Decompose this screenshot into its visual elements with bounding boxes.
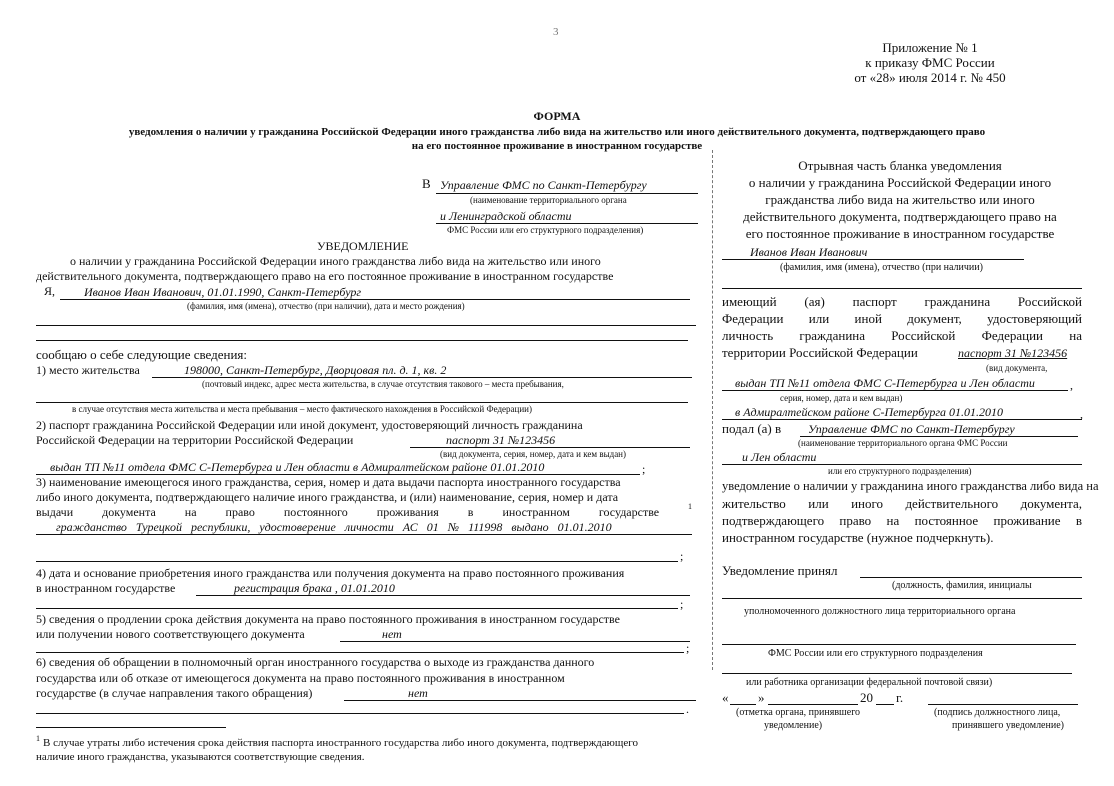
i-value: Иванов Иван Иванович, 01.01.1990, Санкт-Петербург xyxy=(84,285,362,299)
tear-issued-line-2 xyxy=(722,419,1082,420)
footnote-separator xyxy=(36,727,226,728)
s3-line-2: либо иного документа, подтверждающего наличие иного гражданства, и (или) наименование, серия, номер и дата xyxy=(36,490,619,504)
s1-label: 1) место жительства xyxy=(36,363,140,377)
accepted-line-3 xyxy=(722,644,1076,645)
s3-value: гражданство Турецкой республики, удостоверение личности АС 01 № 111998 выдано 01.01.2010 xyxy=(56,520,612,534)
date-year-line xyxy=(876,704,894,705)
s6-line-2b xyxy=(36,713,684,714)
blank-line-2 xyxy=(36,340,688,341)
notice-line-1: о наличии у гражданина Российской Федерации иного гражданства либо вида на жительство или иного xyxy=(70,254,601,268)
s3-line-3: выдачи документа на право постоянного проживания в иностранном государстве xyxy=(36,505,660,519)
s3-line-2b xyxy=(36,561,678,562)
s1-line xyxy=(152,377,692,378)
s6-value: нет xyxy=(408,686,428,700)
tear-issued-value: выдан ТП №11 отдела ФМС С-Петербурга и Лен области xyxy=(735,376,1035,390)
sign-caption-2: принявшего уведомление) xyxy=(952,720,1064,731)
s2-line xyxy=(410,447,690,448)
date-day-line xyxy=(730,704,756,705)
tear-name-value: Иванов Иван Иванович xyxy=(750,245,868,259)
s5-line-2: или получении нового соответствующего документа xyxy=(36,627,305,641)
form-title: ФОРМА xyxy=(533,109,581,123)
s1-caption: (почтовый индекс, адрес места жительства, в случае отсутствия такового – места пребывания, xyxy=(202,379,564,389)
s2-value: паспорт 31 №123456 xyxy=(446,433,556,447)
sign-caption-1: (подпись должностного лица, xyxy=(934,707,1061,718)
tear-n3: подтверждающего право на постоянное проживание в xyxy=(722,513,1082,528)
s3-semicolon: ; xyxy=(680,549,684,563)
s5-value: нет xyxy=(382,627,402,641)
tear-issued-value-2: в Адмиралтейском районе С-Петербурга 01.01.2010 xyxy=(735,405,1004,419)
s5-line-2b xyxy=(36,652,684,653)
tear-title-2: о наличии у гражданина Российской Федерации иного xyxy=(748,175,1052,190)
to-caption-2: ФМС России или его структурного подразделения) xyxy=(447,225,644,235)
tear-filed-line-2 xyxy=(722,464,1082,465)
s6-line-3: государстве (в случае направления такого обращения) xyxy=(36,686,313,700)
tear-issued-comma: , xyxy=(1070,378,1073,392)
s6-line-1: 6) сведения об обращении в полномочный орган иностранного государства о выходе из гражданства данного xyxy=(36,655,595,669)
s4-line xyxy=(196,595,690,596)
s4-line-1: 4) дата и основание приобретения иного гражданства или получения документа на право постоянного проживания xyxy=(36,566,625,580)
tear-n4: иностранном государстве (нужное подчеркнуть). xyxy=(722,530,994,545)
to-value: Управление ФМС по Санкт-Петербургу xyxy=(440,178,647,192)
tear-n2: жительство или иного действительного документа, xyxy=(722,496,1082,511)
s6-period: . xyxy=(686,702,689,716)
accepted-line xyxy=(860,577,1082,578)
s6-line xyxy=(344,700,696,701)
appendix-block xyxy=(830,40,1030,85)
report-line: сообщаю о себе следующие сведения: xyxy=(36,347,248,362)
blank-line-1 xyxy=(36,325,696,326)
tear-name-line xyxy=(722,259,1024,260)
s6-line-2: государства или об отказе от имеющегося документа на право постоянного проживания в иностранном xyxy=(36,671,565,685)
date-month-line xyxy=(768,704,858,705)
date-quote-open: « xyxy=(722,690,729,705)
i-prefix: Я, xyxy=(44,284,56,298)
accepted-label: Уведомление принял xyxy=(722,563,838,578)
accepted-caption-4: или работника организации федеральной почтовой связи) xyxy=(746,677,993,688)
s1-line-2 xyxy=(36,402,688,403)
s4-semicolon: ; xyxy=(680,597,684,611)
to-value-2: и Ленинградской области xyxy=(440,209,572,223)
accepted-line-4 xyxy=(722,673,1072,674)
appendix-line-2: к приказу ФМС России xyxy=(865,55,995,70)
notice-title: УВЕДОМЛЕНИЕ xyxy=(317,239,409,253)
form-title-line-2: на его постоянное проживание в иностранном государстве xyxy=(411,140,703,152)
appendix-line-1: Приложение № 1 xyxy=(882,40,978,55)
footnote-mark: 1 xyxy=(36,734,40,743)
accepted-line-2 xyxy=(722,598,1082,599)
tear-title-4: действительного документа, подтверждающего право на xyxy=(743,209,1057,224)
date-quote-close: » xyxy=(758,690,765,705)
s3-line-1: 3) наименование имеющегося иного гражданства, серия, номер и дата выдачи паспорта иностранного государства xyxy=(36,475,621,489)
accepted-caption-1: (должность, фамилия, инициалы xyxy=(892,580,1032,591)
footnote-line-1: В случае утраты либо истечения срока действия паспорта иностранного государства либо иного документа, подтверждающего xyxy=(43,737,638,749)
to-caption-1: (наименование территориального органа xyxy=(470,195,627,205)
tear-title-3: гражданства либо вида на жительство или иного xyxy=(765,192,1035,207)
s2-value-2: выдан ТП №11 отдела ФМС С-Петербурга и Лен области в Адмиралтейском районе 01.01.2010 xyxy=(50,460,545,474)
tear-issued-comma-2: , xyxy=(1080,407,1083,421)
tear-name-caption: (фамилия, имя (имена), отчество (при наличии) xyxy=(780,262,983,273)
tear-filed-caption-2: или его структурного подразделения) xyxy=(828,466,972,476)
tear-title-5: его постоянное проживание в иностранном государстве xyxy=(745,226,1055,241)
signature-line xyxy=(928,704,1078,705)
s2-line-1: 2) паспорт гражданина Российской Федерации или иной документ, удостоверяющий личность гражданина xyxy=(36,418,583,432)
tear-issued-line xyxy=(722,390,1068,391)
s4-line-2b xyxy=(36,608,678,609)
s2-line-2: Российской Федерации на территории Российской Федерации xyxy=(36,433,354,447)
tear-p4: территории Российской Федерации xyxy=(722,345,918,360)
tear-filed-line xyxy=(800,436,1078,437)
accepted-caption-2: уполномоченного должностного лица территориального органа xyxy=(744,606,1016,617)
notice-line-2: действительного документа, подтверждающего право на его постоянное проживание в иностранном государстве xyxy=(36,269,614,283)
date-year-suffix: г. xyxy=(896,690,904,705)
s2-caption: (вид документа, серия, номер, дата и кем выдан) xyxy=(440,449,626,459)
s5-line-1: 5) сведения о продлении срока действия документа на право постоянного проживания в иностранном государстве xyxy=(36,612,620,626)
tear-n1: уведомление о наличии у гражданина иного гражданства либо вида на xyxy=(722,479,1099,493)
footnote-line-2: наличие иного гражданства, указываются соответствующие сведения. xyxy=(36,751,365,763)
tear-filed-caption-1: (наименование территориального органа ФМС России xyxy=(798,438,1008,448)
i-line xyxy=(60,299,690,300)
mark-caption-2: уведомление) xyxy=(764,720,823,731)
tear-passport-caption-1: (вид документа, xyxy=(986,363,1048,373)
date-year-prefix: 20 xyxy=(860,690,873,705)
s1-caption-2: в случае отсутствия места жительства и места пребывания – место фактического нахождения в Российской Федерации) xyxy=(72,404,532,414)
s2-semicolon: ; xyxy=(642,462,646,476)
i-caption: (фамилия, имя (имена), отчество (при наличии), дата и место рождения) xyxy=(187,301,465,311)
to-line xyxy=(436,193,698,194)
tear-p2: Федерации или иной документ, удостоверяющий xyxy=(722,311,1082,326)
tear-blank-line xyxy=(722,288,1082,289)
accepted-caption-3: ФМС России или его структурного подразделения xyxy=(768,648,983,659)
s3-line xyxy=(36,534,692,535)
tear-passport-value: паспорт 31 №123456 xyxy=(958,346,1068,360)
tear-filed-prefix: подал (а) в xyxy=(722,421,782,436)
mark-caption-1: (отметка органа, принявшего xyxy=(736,707,861,718)
s1-value: 198000, Санкт-Петербург, Дворцовая пл. д. 1, кв. 2 xyxy=(184,363,447,377)
tear-passport-caption-2: серия, номер, дата и кем выдан) xyxy=(780,393,903,403)
tear-filed-value-2: и Лен области xyxy=(742,450,817,464)
tear-p1: имеющий (ая) паспорт гражданина Российской xyxy=(722,294,1082,309)
s5-line xyxy=(340,641,690,642)
tear-p3: личность гражданина Российской Федерации на xyxy=(722,328,1082,343)
tear-title-1: Отрывная часть бланка уведомления xyxy=(798,158,1002,173)
form-title-line-1: уведомления о наличии у гражданина Российской Федерации иного гражданства либо вида на жительство или иного действительного документа, подтверждающего право xyxy=(128,126,986,138)
s5-semicolon: ; xyxy=(686,641,690,655)
s3-superscript: 1 xyxy=(688,502,692,511)
s4-line-2: в иностранном государстве xyxy=(36,581,176,595)
to-prefix: В xyxy=(422,176,431,191)
tear-filed-value: Управление ФМС по Санкт-Петербургу xyxy=(808,422,1015,436)
appendix-line-3: от «28» июля 2014 г. № 450 xyxy=(854,70,1006,85)
page-number: 3 xyxy=(553,26,559,38)
to-line-2 xyxy=(436,223,698,224)
tear-off-divider xyxy=(712,150,713,670)
s4-value: регистрация брака , 01.01.2010 xyxy=(234,581,395,595)
